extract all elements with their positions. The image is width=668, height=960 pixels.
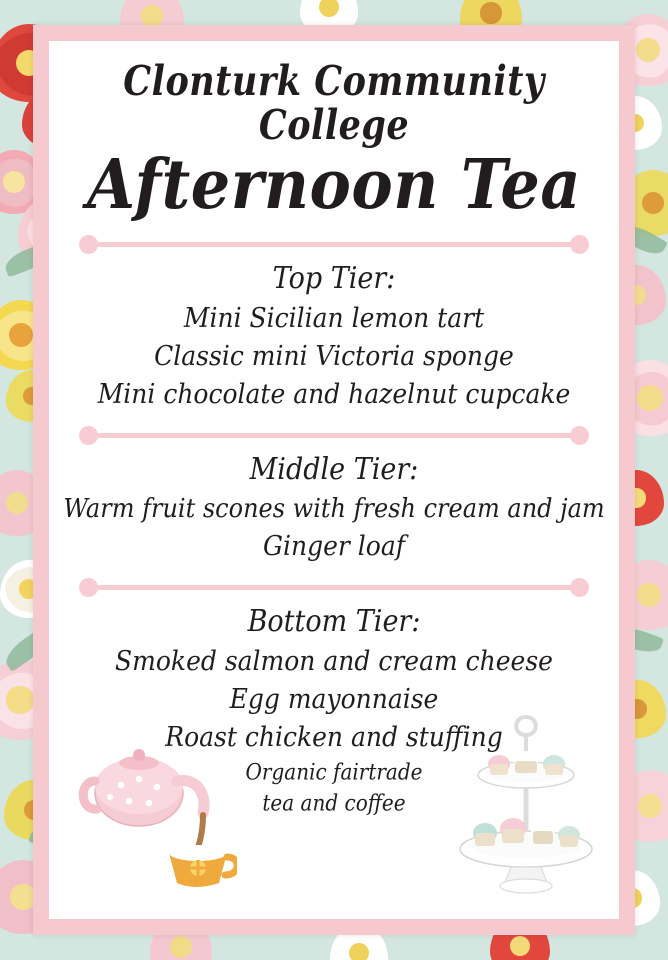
menu-item: Mini Sicilian lemon tart	[183, 301, 485, 333]
menu-section-top-tier	[49, 260, 619, 409]
poster-card	[49, 41, 619, 919]
page-title-event: Afternoon Tea	[86, 143, 582, 225]
menu-item: Mini chocolate and hazelnut cupcake	[97, 377, 571, 409]
section-heading: Middle Tier:	[249, 451, 419, 487]
divider-bar	[91, 242, 577, 247]
divider-dot-right	[570, 426, 589, 445]
menu-item: Ginger loaf	[263, 529, 405, 561]
divider-bar	[91, 433, 577, 438]
divider	[49, 422, 619, 448]
menu-footer-line: Organic fairtrade	[245, 758, 423, 785]
poster-frame	[33, 25, 635, 935]
menu-item: Roast chicken and stuffing	[165, 720, 503, 752]
divider	[49, 231, 619, 257]
menu-item: Warm fruit scones with fresh cream and jam	[63, 492, 605, 523]
teapot-pouring-icon	[77, 741, 237, 891]
divider-dot-right	[570, 578, 589, 597]
tiered-cake-stand-icon	[451, 709, 601, 899]
menu-footer-line: tea and coffee	[262, 789, 406, 816]
menu-item: Egg mayonnaise	[229, 682, 439, 714]
section-heading: Bottom Tier:	[247, 603, 421, 639]
page-title-school: Clonturk Community College	[123, 57, 545, 150]
divider-dot-right	[570, 235, 589, 254]
menu-section-middle-tier	[49, 451, 619, 561]
menu-item: Smoked salmon and cream cheese	[115, 644, 553, 676]
divider-bar	[91, 585, 577, 590]
menu-item: Classic mini Victoria sponge	[154, 339, 514, 371]
divider	[49, 574, 619, 600]
section-heading: Top Tier:	[272, 260, 396, 296]
